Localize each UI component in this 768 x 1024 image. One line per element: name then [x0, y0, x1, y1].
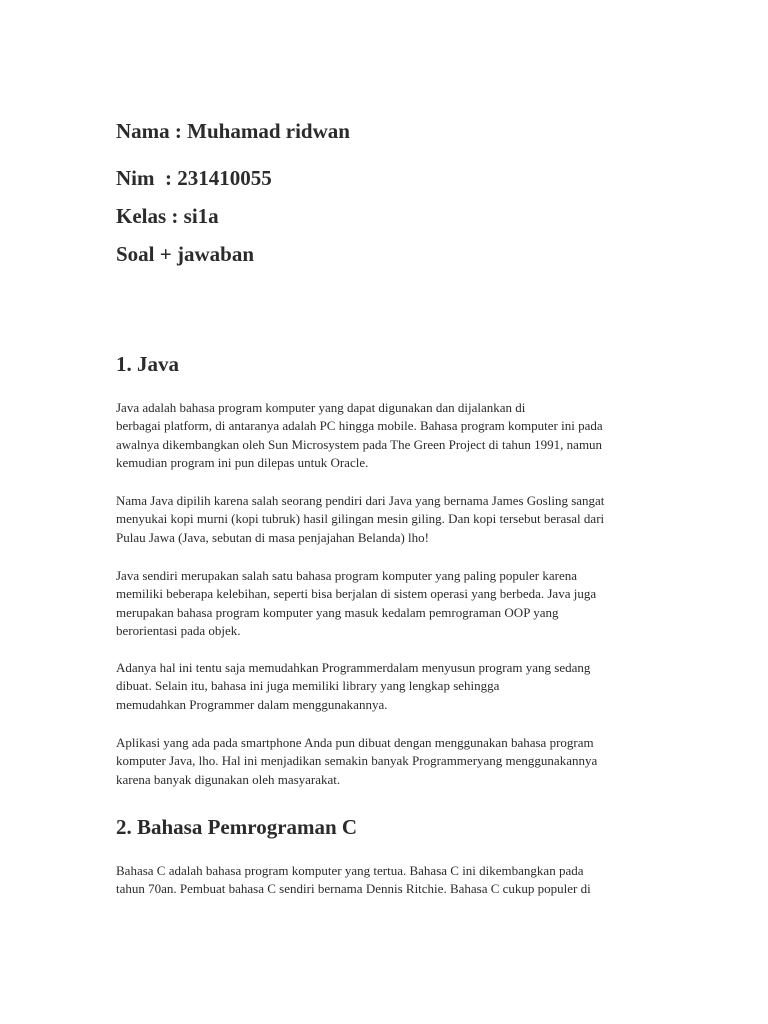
text-line: karena banyak digunakan oleh masyarakat. [116, 771, 341, 787]
paragraph [116, 862, 591, 899]
student-class: Kelas : si1a [116, 204, 219, 228]
paragraph [116, 492, 604, 547]
text-line: Java adalah bahasa program komputer yang dapat digunakan dan dijalankan di [116, 400, 526, 415]
text-line: awalnya dikembangkan oleh Sun Microsystem pada The Green Project di tahun 1991, namun [116, 436, 603, 452]
paragraph [116, 734, 597, 789]
text-line: memiliki beberapa kelebihan, seperti bisa berjalan di sistem operasi yang berbeda. Java juga [116, 586, 597, 602]
text-line: merupakan bahasa program komputer yang masuk kedalam pemrograman OOP yang [116, 604, 559, 620]
text-line: Pulau Jawa (Java, sebutan di masa penjajahan Belanda) lho! [116, 529, 429, 545]
text-line: berorientasi pada objek. [116, 623, 241, 639]
text-line: tahun 70an. Pembuat bahasa C sendiri bernama Dennis Ritchie. Bahasa C cukup populer di [116, 881, 591, 897]
paragraph [116, 659, 590, 714]
paragraph [116, 567, 596, 641]
assignment-title: Soal + jawaban [116, 242, 254, 266]
text-line: komputer Java, lho. Hal ini menjadikan semakin banyak Programmeryang menggunakannya [116, 753, 598, 769]
text-line: Java sendiri merupakan salah satu bahasa program komputer yang paling populer karena [116, 568, 577, 583]
paragraph [116, 399, 603, 473]
section-heading-c: 2. Bahasa Pemrograman C [116, 815, 358, 839]
student-nim: Nim : 231410055 [116, 166, 272, 190]
text-line: memudahkan Programmer dalam menggunakannya. [116, 696, 388, 712]
text-line: menyukai kopi murni (kopi tubruk) hasil gilingan mesin giling. Dan kopi tersebut berasal dari [116, 511, 605, 527]
text-line: Adanya hal ini tentu saja memudahkan Programmerdalam menyusun program yang sedang [116, 660, 591, 675]
text-line: kemudian program ini pun dilepas untuk Oracle. [116, 455, 369, 471]
text-line: berbagai platform, di antaranya adalah PC hingga mobile. Bahasa program komputer ini pada [116, 418, 603, 434]
text-line: dibuat. Selain itu, bahasa ini juga memiliki library yang lengkap sehingga [116, 678, 500, 694]
student-name: Nama : Muhamad ridwan [116, 119, 350, 143]
text-line: Nama Java dipilih karena salah seorang pendiri dari Java yang bernama James Gosling sangat [116, 493, 605, 508]
section-heading-java: 1. Java [116, 352, 179, 376]
text-line: Bahasa C adalah bahasa program komputer yang tertua. Bahasa C ini dikembangkan pada [116, 863, 584, 878]
text-line: Aplikasi yang ada pada smartphone Anda pun dibuat dengan menggunakan bahasa program [116, 735, 594, 750]
